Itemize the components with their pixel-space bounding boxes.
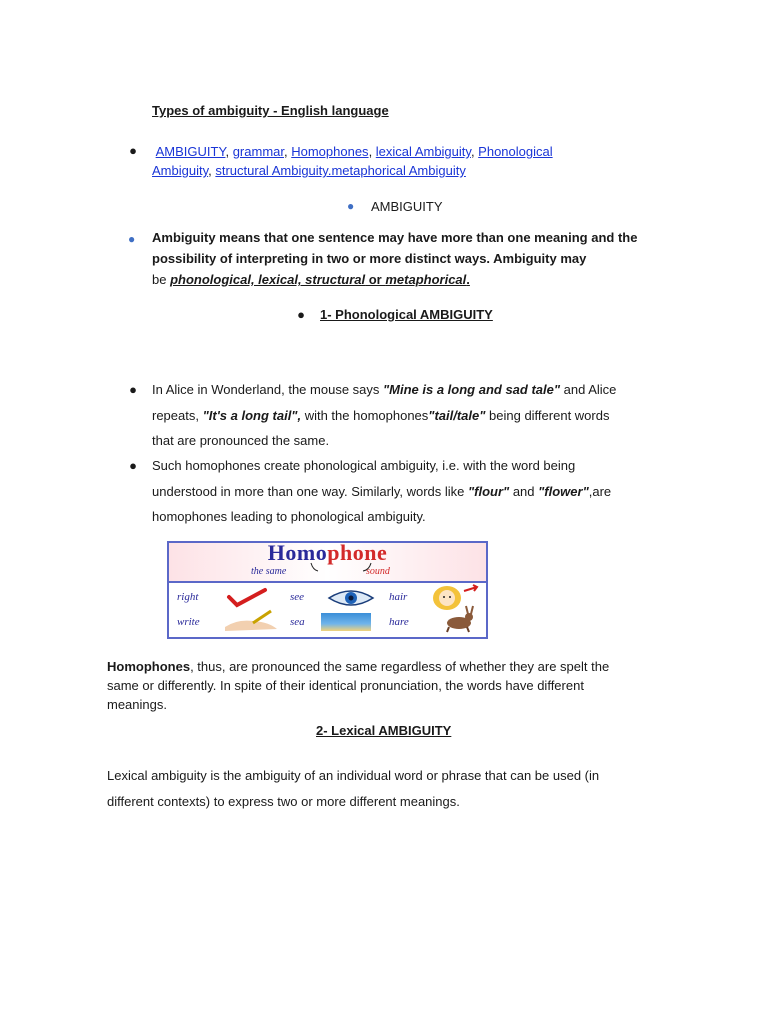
tag-link-phonological[interactable]: Phonological [478, 144, 553, 159]
definition-types: phonological, lexical, structural [170, 272, 366, 287]
tag-link-structural-metaphorical[interactable]: structural Ambiguity.metaphorical Ambiguity [215, 163, 466, 178]
tag-link-grammar[interactable]: grammar [232, 144, 284, 159]
tag-link-ambiguity[interactable]: AMBIGUITY [155, 144, 226, 159]
quote: "It's a long tail", [202, 407, 302, 423]
figure-subtitle-left: the same [251, 566, 287, 577]
separator: , [368, 144, 376, 159]
tag-link-phonological-ambiguity[interactable]: Ambiguity [152, 163, 209, 178]
quote: "flour" [468, 483, 510, 499]
quote: "flower" [538, 483, 589, 499]
text-run: meanings. [107, 697, 167, 712]
bullet-dot: ● [297, 307, 305, 322]
alice-paragraph [152, 377, 672, 454]
quote: "tail/tale" [428, 407, 486, 423]
quote: "Mine is a long and sad tale" [383, 382, 561, 397]
checkmark-icon [225, 587, 269, 609]
text-run: same or differently. In spite of their identical pronunciation, the words have different [107, 678, 584, 693]
figure-word: see [290, 591, 305, 603]
writing-hand-icon [223, 609, 279, 633]
homophone-figure [167, 541, 488, 639]
heading-ambiguity: AMBIGUITY [371, 199, 443, 214]
definition-end: . [466, 272, 470, 287]
text-run: and [509, 483, 539, 499]
bullet-dot: ● [347, 199, 355, 213]
homophones-paragraph [107, 657, 667, 714]
text-run: repeats, [152, 407, 203, 423]
bullet-dot: ● [129, 382, 137, 397]
hare-icon [439, 605, 479, 633]
definition-line: Ambiguity means that one sentence may have more than one meaning and the [152, 230, 638, 245]
curve-arrows-icon [307, 561, 377, 573]
text-run: In Alice in Wonderland, the mouse says [152, 382, 383, 397]
definition-line: possibility of interpreting in two or more distinct ways. Ambiguity may [152, 251, 587, 266]
bullet-dot: ● [128, 232, 136, 246]
text-run: different contexts) to express two or more different meanings. [107, 793, 460, 809]
figure-word: hare [389, 616, 409, 628]
separator: , [284, 144, 292, 159]
text-run: and Alice [560, 382, 617, 397]
separator: , [470, 144, 479, 159]
definition-paragraph [152, 227, 672, 290]
figure-word: write [177, 616, 200, 628]
figure-word: sea [290, 616, 305, 628]
text-run: Such homophones create phonological ambiguity, i.e. with the word being [152, 458, 576, 473]
separator: , [208, 163, 216, 178]
term: Homophones [107, 659, 191, 674]
text-run: Lexical ambiguity is the ambiguity of an individual word or phrase that can be used (in [107, 768, 600, 783]
text-run: , thus, are pronounced the same regardless of whether they are spelt the [190, 659, 610, 674]
figure-title-part: Homo [267, 540, 328, 565]
such-paragraph [152, 453, 672, 530]
text-run: ,are [588, 483, 612, 499]
separator: , [225, 144, 233, 159]
bullet-dot: ● [129, 143, 137, 158]
sea-image [321, 613, 371, 631]
section-heading-phonological: 1- Phonological AMBIGUITY [320, 307, 493, 322]
lexical-paragraph [107, 763, 667, 814]
figure-title-part: phone [327, 540, 388, 565]
text-run: homophones leading to phonological ambiguity. [152, 509, 426, 524]
bullet-dot: ● [129, 458, 137, 473]
tag-link-lexical-ambiguity[interactable]: lexical Ambiguity [375, 144, 471, 159]
text-run: with the homophones [301, 407, 429, 423]
eye-icon [327, 587, 375, 609]
tag-links [152, 142, 622, 180]
tag-link-homophones[interactable]: Homophones [291, 144, 369, 159]
definition-or: or [365, 272, 386, 287]
figure-header [169, 540, 486, 583]
figure-subtitle-right: sound [366, 566, 390, 577]
definition-metaphorical: metaphorical [385, 272, 467, 287]
figure-word: hair [389, 591, 408, 603]
section-heading-lexical: 2- Lexical AMBIGUITY [316, 723, 452, 738]
text-run: that are pronounced the same. [152, 433, 330, 448]
figure-word: right [177, 591, 199, 603]
text-run: being different words [485, 407, 610, 423]
text-run: understood in more than one way. Similarly, words like [152, 483, 468, 499]
definition-line: be [152, 272, 171, 287]
page-title: Types of ambiguity - English language [152, 103, 389, 118]
